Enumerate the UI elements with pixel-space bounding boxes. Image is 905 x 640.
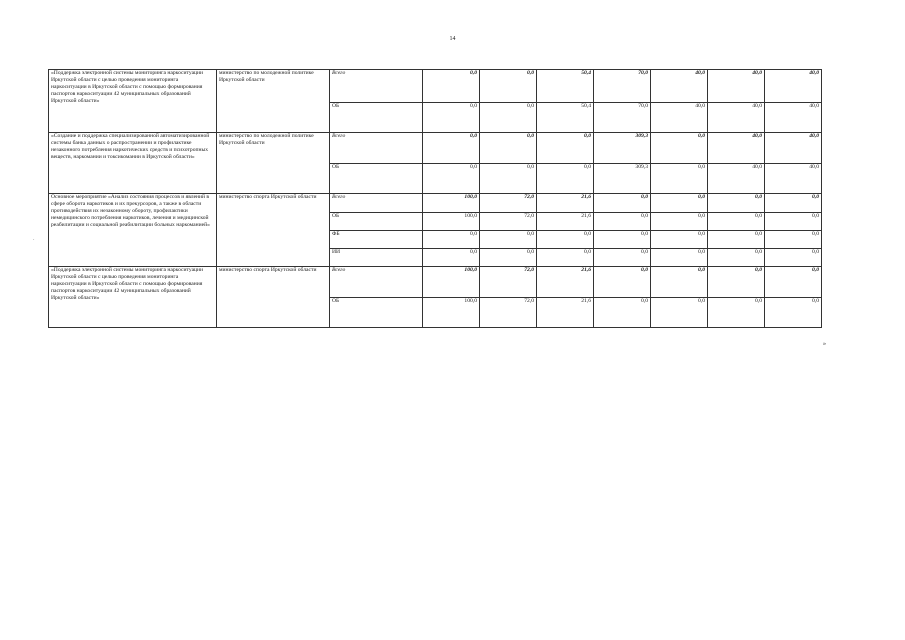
amount-cell: 72,0 [480, 213, 537, 231]
amount-cell: 0,0 [423, 70, 480, 103]
amount-cell: 0,0 [708, 249, 765, 267]
amount-cell: 0,0 [423, 103, 480, 133]
amount-cell: 21,6 [537, 267, 594, 298]
amount-cell: 0,0 [765, 267, 822, 298]
amount-cell: 0,0 [594, 298, 651, 328]
amount-cell: 40,0 [708, 103, 765, 133]
funding-source-cell: ОБ [330, 103, 423, 133]
amount-cell: 0,0 [651, 231, 708, 249]
amount-cell: 0,0 [423, 164, 480, 194]
amount-cell: 0,0 [765, 298, 822, 328]
event-cell: «Поддержка электронной системы мониторинга наркоситуации Иркутской области с целью проведения мониторинга наркоситуации в Иркутской области с помощью формирования паспортов наркоситуации 42 муниципальных образований Иркутской области» [49, 267, 217, 328]
table-row [49, 133, 822, 164]
amount-cell: 0,0 [537, 231, 594, 249]
amount-cell: 50,4 [537, 70, 594, 103]
amount-cell: 0,0 [594, 213, 651, 231]
amount-cell: 100,0 [423, 194, 480, 213]
table-end-mark: » [823, 341, 826, 347]
amount-cell: 40,0 [765, 103, 822, 133]
table-row [49, 194, 822, 213]
amount-cell: 0,0 [651, 267, 708, 298]
amount-cell: 0,0 [594, 231, 651, 249]
funding-source-cell: Всего [330, 194, 423, 213]
amount-cell: 0,0 [651, 194, 708, 213]
page-number: 14 [449, 36, 456, 42]
amount-cell: 0,0 [765, 231, 822, 249]
amount-cell: 0,0 [651, 213, 708, 231]
amount-cell: 0,0 [708, 231, 765, 249]
funding-source-cell: ОБ [330, 213, 423, 231]
amount-cell: 0,0 [765, 194, 822, 213]
amount-cell: 0,0 [708, 298, 765, 328]
budget-table [48, 69, 822, 328]
amount-cell: 0,0 [480, 164, 537, 194]
amount-cell: 40,0 [765, 164, 822, 194]
amount-cell: 309,3 [594, 164, 651, 194]
amount-cell: 72,0 [480, 194, 537, 213]
funding-source-cell: ФБ [330, 231, 423, 249]
amount-cell: 0,0 [708, 194, 765, 213]
event-cell: «Поддержка электронной системы мониторинга наркоситуации Иркутской области с целью проведения мониторинга наркоситуации в Иркутской области с помощью формирования паспортов наркоситуации 42 муниципальных образований Иркутской области» [49, 70, 217, 133]
funding-source-cell: Всего [330, 133, 423, 164]
executor-cell: министерство по молодежной политике Иркутской области [217, 70, 330, 133]
amount-cell: 0,0 [480, 103, 537, 133]
amount-cell: 0,0 [480, 70, 537, 103]
amount-cell: 0,0 [594, 267, 651, 298]
budget-table-body [49, 70, 822, 328]
amount-cell: 40,0 [708, 164, 765, 194]
amount-cell: 0,0 [765, 249, 822, 267]
amount-cell: 0,0 [594, 194, 651, 213]
table-row [49, 70, 822, 103]
amount-cell: 100,0 [423, 213, 480, 231]
amount-cell: 100,0 [423, 267, 480, 298]
amount-cell: 0,0 [537, 133, 594, 164]
amount-cell: 0,0 [480, 133, 537, 164]
amount-cell: 21,6 [537, 298, 594, 328]
amount-cell: 309,3 [594, 133, 651, 164]
amount-cell: 0,0 [480, 249, 537, 267]
amount-cell: 0,0 [423, 231, 480, 249]
amount-cell: 70,0 [594, 70, 651, 103]
amount-cell: 0,0 [537, 164, 594, 194]
amount-cell: 0,0 [651, 298, 708, 328]
executor-cell: министерство по молодежной политике Иркутской области [217, 133, 330, 194]
amount-cell: 72,0 [480, 298, 537, 328]
funding-source-cell: ОБ [330, 298, 423, 328]
table-row [49, 267, 822, 298]
amount-cell: 21,6 [537, 213, 594, 231]
event-cell: «Создание и поддержка специализированной автоматизированной системы банка данных о распространении и профилактике незаконного потребления наркотических средств и психотропных веществ, наркомании и токсикомании в Иркутской области» [49, 133, 217, 194]
amount-cell: 0,0 [594, 249, 651, 267]
amount-cell: 0,0 [480, 231, 537, 249]
executor-cell: министерство спорта Иркутской области [217, 194, 330, 267]
amount-cell: 40,0 [765, 133, 822, 164]
funding-source-cell: Всего [330, 70, 423, 103]
amount-cell: 100,0 [423, 298, 480, 328]
amount-cell: 72,0 [480, 267, 537, 298]
amount-cell: 0,0 [537, 249, 594, 267]
amount-cell: 0,0 [423, 249, 480, 267]
amount-cell: 0,0 [651, 164, 708, 194]
funding-source-cell: ИИ [330, 249, 423, 267]
amount-cell: 0,0 [651, 133, 708, 164]
amount-cell: 40,0 [651, 103, 708, 133]
amount-cell: 0,0 [708, 267, 765, 298]
executor-cell: министерство спорта Иркутской области [217, 267, 330, 328]
amount-cell: 0,0 [765, 213, 822, 231]
amount-cell: 0,0 [708, 213, 765, 231]
amount-cell: 40,0 [708, 133, 765, 164]
funding-source-cell: ОБ [330, 164, 423, 194]
amount-cell: 50,4 [537, 103, 594, 133]
event-cell: Основное мероприятие «Анализ состояния процессов и явлений в сфере оборота наркотиков и их прекурсоров, а также в области противодействия их незаконному обороту, профилактики немедицинского потребления наркотиков, лечения и медицинской реабилитации и социальной реабилитации больных наркоманией» [49, 194, 217, 267]
amount-cell: 70,0 [594, 103, 651, 133]
amount-cell: 0,0 [423, 133, 480, 164]
amount-cell: 21,6 [537, 194, 594, 213]
amount-cell: 0,0 [651, 249, 708, 267]
amount-cell: 40,0 [651, 70, 708, 103]
margin-mark: . [33, 236, 35, 242]
amount-cell: 40,0 [708, 70, 765, 103]
funding-source-cell: Всего [330, 267, 423, 298]
amount-cell: 40,0 [765, 70, 822, 103]
